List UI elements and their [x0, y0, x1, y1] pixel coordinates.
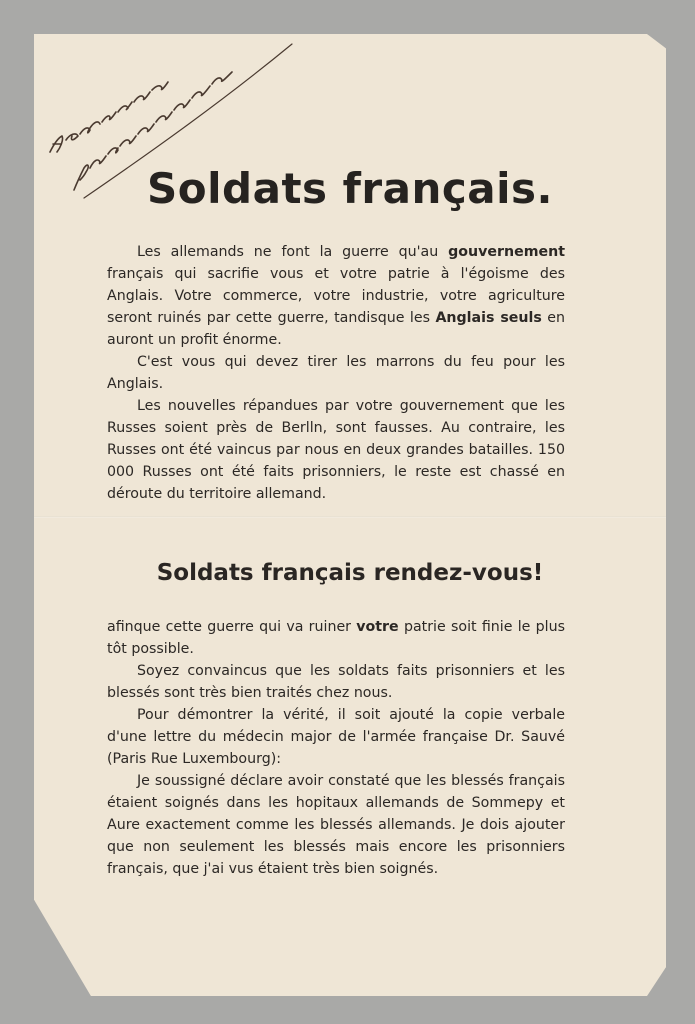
text-run: en auront un profit énorme.	[107, 310, 565, 348]
paper-fold-line	[34, 516, 666, 518]
section-intro	[107, 241, 565, 505]
text-run: patrie soit finie le plus tôt possible.	[107, 619, 565, 657]
section-heading: Soldats français rendez-vous!	[156, 560, 544, 586]
paragraph: Soyez convaincus que les soldats faits prisonniers et les blessés sont très bien traités chez nous.	[107, 663, 565, 701]
text-run: Les allemands ne font la guerre qu'au	[137, 244, 449, 260]
page-title: Soldats français.	[147, 164, 553, 213]
paragraph: Les nouvelles répandues par votre gouvernement que les Russes soient près de Berlln, sont fausses. Au contraire, les Russes ont été vaincus par nous en deux grandes batailles. 150 000 Russes ont été faits prisonniers, le reste est chassé en déroute du territoire allemand.	[107, 398, 565, 502]
emphasis-text: gouvernement	[448, 244, 565, 260]
text-run: afinque cette guerre qui va ruiner	[107, 619, 357, 635]
emphasis-text: Anglais seuls	[435, 310, 542, 326]
paragraph: C'est vous qui devez tirer les marrons du feu pour les Anglais.	[107, 354, 565, 392]
text-run: français qui sacrifie vous et votre patrie à l'égoisme des Anglais. Votre commerce, votre industrie, votre agriculture seront ruinés par cette guerre, tandisque les	[107, 266, 565, 326]
emphasis-text: votre	[356, 619, 399, 635]
paragraph: Je soussigné déclare avoir constaté que les blessés français étaient soignés dans les hopitaux allemands de Sommepy et Aure exactement comme les blessés allemands. Je dois ajouter que non seulement les blessés mais encore les prisonniers français, que j'ai vus étaient très bien soignés.	[107, 773, 565, 877]
paragraph	[107, 616, 565, 660]
paragraph	[107, 241, 565, 351]
section-surrender	[107, 616, 565, 880]
paragraph: Pour démontrer la vérité, il soit ajouté la copie verbale d'une lettre du médecin major de l'armée française Dr. Sauvé (Paris Rue Luxembourg):	[107, 707, 565, 767]
